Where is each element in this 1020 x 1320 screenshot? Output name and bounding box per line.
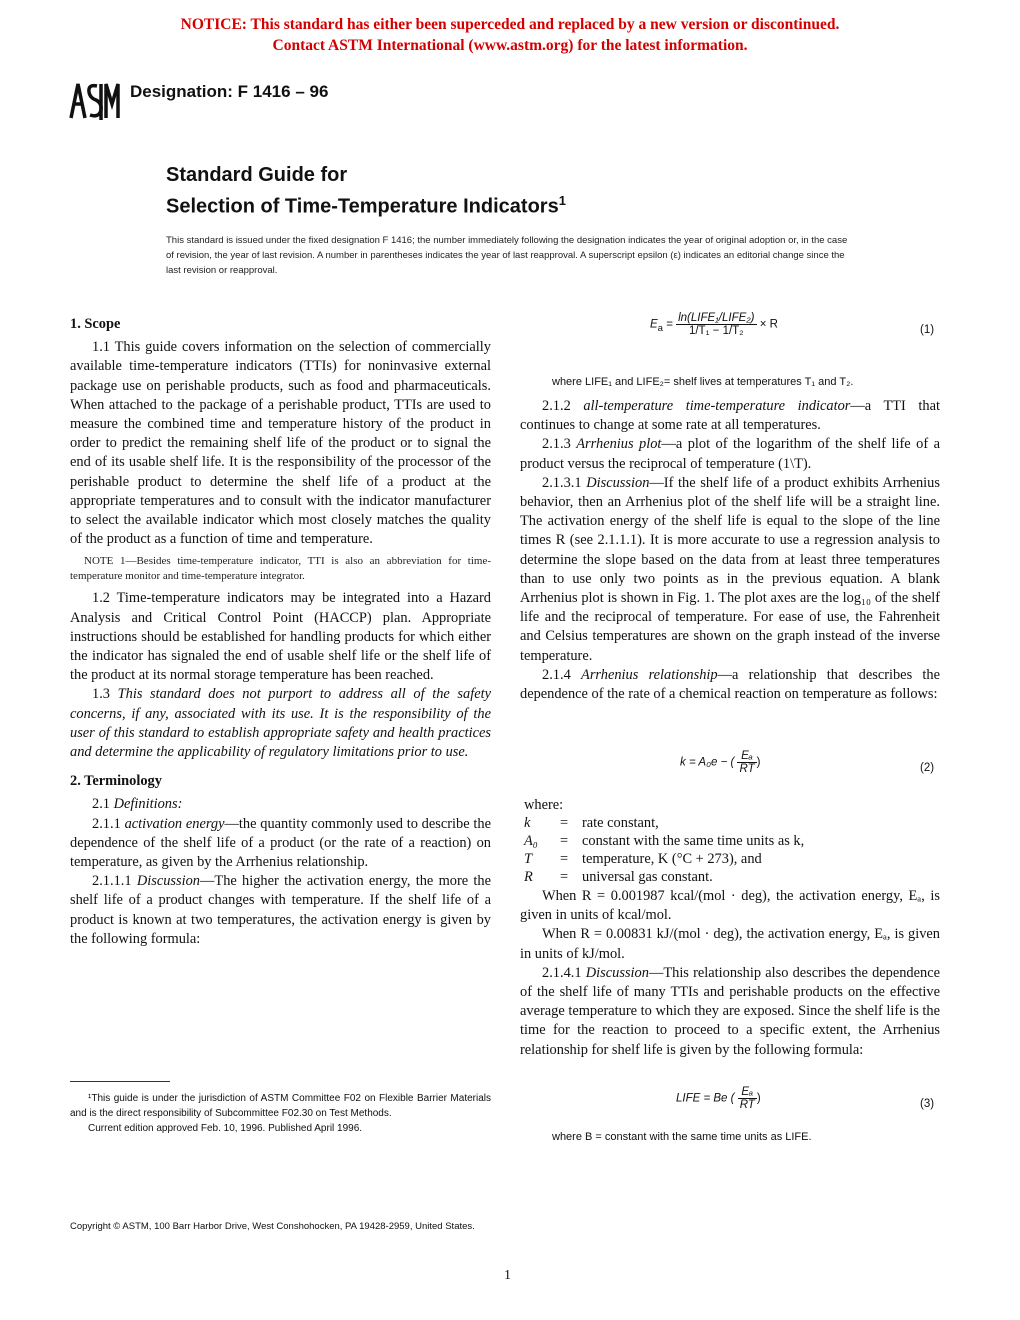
equation-1-where: where LIFE₁ and LIFE₂= shelf lives at temperatures T₁ and T₂. — [552, 376, 854, 388]
var-symbol: k — [524, 815, 531, 831]
footnote — [70, 1091, 491, 1136]
para-2-1-3-term: Arrhenius plot — [576, 436, 662, 453]
eq2-lhs: k = A₀e − ( — [680, 756, 735, 769]
para-2-1-1-1 — [70, 872, 491, 949]
para-r-kj: When R = 0.00831 kJ/(mol · deg), the activation energy, Eₐ, is given in units of kJ/mol. — [520, 926, 940, 962]
equation-3-number: (3) — [920, 1098, 935, 1110]
intro-paragraph: This standard is issued under the fixed designation F 1416; the number immediately following the designation indicates the year of original adoption or, in the case of revision, the year of last revision. A number in parentheses indicates the year of last reapproval. A superscript epsilon (ε) indicates an editorial change since the last revision or reapproval. — [166, 235, 848, 276]
var-row — [524, 850, 944, 868]
para-r-kcal: When R = 0.001987 kcal/(mol · deg), the activation energy, Eₐ, is given in units of kcal/mol. — [520, 888, 940, 924]
para-1-3-num: 1.3 — [92, 686, 110, 703]
para-2-1 — [70, 795, 491, 814]
equation-3-where: where B = constant with the same time units as LIFE. — [552, 1131, 812, 1143]
eq1-den-a: 1/T₁ — [688, 325, 710, 337]
eq1-lhs: E — [650, 318, 658, 331]
para-2-1-2-num: 2.1.2 — [542, 398, 571, 414]
para-2-1-4 — [520, 666, 940, 704]
designation: Designation: F 1416 – 96 — [130, 82, 329, 101]
para-1-1: 1.1 This guide covers information on the selection of commercially available time-temperature indicators (TTIs) for noninvasive external package use on perishable products, such as food and pharmaceuticals. When attached to the package of a perishable product, TTIs are used to measure the combined time and temperature history of the product in order to predict the remaining shelf life of the product or to signal the end of its usable shelf life. It is the responsibility of the processor of the perishable product to determine the shelf life of a product at the appropriate temperatures and to consult with the indicator manufacturer to select the available indicator which most closely matches the quality of the product as a function of time and temperature. — [70, 339, 491, 548]
eq1-fraction — [676, 312, 756, 337]
para-2-1-4-term: Arrhenius relationship — [581, 666, 718, 683]
equation-2-number: (2) — [920, 762, 935, 774]
equation-2 — [680, 750, 760, 775]
eq2-close: ) — [756, 756, 761, 769]
scope-heading: 1. Scope — [70, 316, 121, 332]
para-2-1-2-term: all-temperature time-temperature indicator — [583, 398, 851, 414]
var-symbol: A₀ — [524, 833, 538, 849]
eq1-den-b: 1/T₂ — [722, 325, 744, 337]
title-footnote-ref: 1 — [558, 193, 566, 208]
eq3-numerator: Eₐ — [738, 1086, 757, 1099]
para-2-1-4-1-text: —This relationship also describes the dependence of the shelf life of many TTIs and perishable products on the effective average temperature to which they are exposed. Since the shelf life is the time for the reaction to proceed to a specific extent, the Arrhenius relationship for shelf life is given by the following formula: — [520, 964, 940, 1058]
para-2-1-3 — [520, 435, 940, 473]
right-column-lower — [520, 887, 940, 1060]
note-1: NOTE 1—Besides time-temperature indicator, TTI is also an abbreviation for time-temperature monitor and time-temperature integrator. — [70, 555, 491, 583]
right-column — [520, 397, 940, 704]
para-2-1-4-text: —a relationship that describes the dependence of the rate of a chemical reaction on temperature as follows: — [520, 666, 940, 703]
where-label: where: — [524, 797, 564, 813]
var-symbol: T — [524, 851, 533, 867]
notice-line-2: Contact ASTM International (www.astm.org) for the latest information. — [272, 37, 748, 54]
title-line-1: Standard Guide for — [166, 164, 348, 186]
para-2-1-3-text: —a plot of the logarithm of the shelf life of a product versus the reciprocal of temperature (1\T). — [520, 436, 940, 472]
title-line-2: Selection of Time-Temperature Indicators — [166, 195, 559, 218]
eq2-numerator: Eₐ — [737, 750, 756, 763]
para-2-1-4-1 — [520, 964, 940, 1060]
para-2-1-text: Definitions: — [113, 796, 183, 813]
para-2-1-1 — [70, 815, 491, 873]
para-2-1-3-1-text: —If the shelf life of a product exhibits Arrhenius behavior, then an Arrhenius plot of the shelf life will be a straight line. The activation energy of the shelf life is equal to the slope of the line times R (see 2.1.1.1). It is more accurate to use a regression analysis to determine the slope based on the data from at least three temperatures than to use only two points as in the previous equation. A blank Arrhenius plot is shown in Fig. 1. The plot axes are the log₁₀ of the shelf life and the reciprocal of temperature. For ease of use, the Fahrenheit and Celsius temperatures are shown on the graph instead of the inverse temperature. — [520, 474, 940, 664]
footnote-1: ¹This guide is under the jurisdiction of ASTM Committee F02 on Flexible Barrier Materials and is the direct responsibility of Subcommittee F02.30 on Test Methods. — [70, 1093, 491, 1119]
equation-1-number: (1) — [920, 324, 935, 336]
superseded-notice — [0, 14, 1020, 56]
eq3-lhs: LIFE = Be ( — [676, 1092, 735, 1105]
para-2-1-2 — [520, 397, 940, 435]
terminology-heading: 2. Terminology — [70, 773, 162, 790]
left-column — [70, 312, 491, 949]
eq3-close: ) — [756, 1092, 761, 1105]
equation-3 — [676, 1086, 761, 1111]
para-2-1-4-1-num: 2.1.4.1 — [542, 964, 582, 981]
var-row — [524, 832, 944, 850]
eq1-rhs: × R — [759, 318, 778, 331]
astm-logo-icon — [68, 78, 120, 127]
notice-line-1: NOTICE: This standard has either been superceded and replaced by a new version or discontinued. — [180, 16, 840, 33]
eq1-denominator: 1/T₁ − 1/T₂ — [688, 325, 744, 337]
var-equals: = — [560, 833, 569, 849]
var-desc: rate constant, — [582, 815, 659, 831]
var-desc: temperature, K (°C + 273), and — [582, 851, 762, 867]
para-2-1-1-text: —the quantity commonly used to describe the dependence of the shelf life of a product (or the rate of a reaction) on temperature, as given by the Arrhenius relationship. — [70, 815, 491, 871]
variable-list — [524, 796, 944, 886]
copyright: Copyright © ASTM, 100 Barr Harbor Drive, West Conshohocken, PA 19428-2959, United States. — [70, 1221, 475, 1232]
para-2-1-4-1-term: Discussion — [585, 964, 649, 981]
para-2-1-1-1-text: —The higher the activation energy, the more the shelf life of a product changes with temperature. If the shelf life of a product is known at two temperatures, the activation energy is given by the following formula: — [70, 873, 491, 947]
para-2-1-num: 2.1 — [92, 796, 110, 813]
var-row — [524, 868, 944, 886]
footnote-2: Current edition approved Feb. 10, 1996. Published April 1996. — [88, 1123, 363, 1134]
var-equals: = — [560, 851, 569, 867]
eq1-numerator: ln(LIFE₁/LIFE₂) — [678, 312, 755, 324]
eq3-denominator: RT — [739, 1099, 755, 1111]
eq1-lhs-sub: a — [657, 322, 663, 334]
para-2-1-4-num: 2.1.4 — [542, 666, 571, 683]
eq2-fraction — [737, 750, 756, 775]
var-equals: = — [560, 815, 569, 831]
var-row — [524, 814, 944, 832]
para-2-1-3-1 — [520, 474, 940, 666]
para-1-2: 1.2 Time-temperature indicators may be integrated into a Hazard Analysis and Critical Control Point (HACCP) plan. Appropriate instructions should be established for handling products for which either the indicator has signaled the end of usable shelf life or the shelf life of the product at its normal storage temperature has been reached. — [70, 590, 491, 684]
eq3-fraction — [738, 1086, 757, 1111]
eq2-denominator: RT — [739, 763, 755, 775]
para-2-1-1-num: 2.1.1 — [92, 815, 121, 832]
para-2-1-1-1-term: Discussion — [136, 873, 201, 890]
equation-1: $E_a$ = $\frac{\text{ln(LIFE₁/LIFE₂)}}{\text{1/T₁ − 1/T₂}}$ × R — [650, 312, 778, 337]
page-title — [166, 162, 566, 220]
para-2-1-3-num: 2.1.3 — [542, 436, 571, 453]
para-2-1-2-text: —a TTI that continues to change at some rate at all temperatures. — [520, 398, 940, 434]
para-2-1-1-term: activation energy — [124, 815, 225, 832]
page-number: 1 — [504, 1268, 511, 1283]
para-2-1-1-1-num: 2.1.1.1 — [92, 873, 132, 890]
para-2-1-3-1-num: 2.1.3.1 — [542, 474, 582, 491]
var-desc: universal gas constant. — [582, 869, 713, 885]
var-symbol: R — [524, 869, 533, 885]
var-equals: = — [560, 869, 569, 885]
var-desc: constant with the same time units as k, — [582, 833, 805, 849]
footnote-divider — [70, 1081, 170, 1082]
para-1-3 — [70, 685, 491, 762]
para-2-1-3-1-term: Discussion — [586, 474, 650, 491]
para-1-3-text: This standard does not purport to address all of the safety concerns, if any, associated with its use. It is the responsibility of the user of this standard to establish appropriate safety and health practices and determine the applicability of regulatory limitations prior to use. — [70, 686, 491, 761]
